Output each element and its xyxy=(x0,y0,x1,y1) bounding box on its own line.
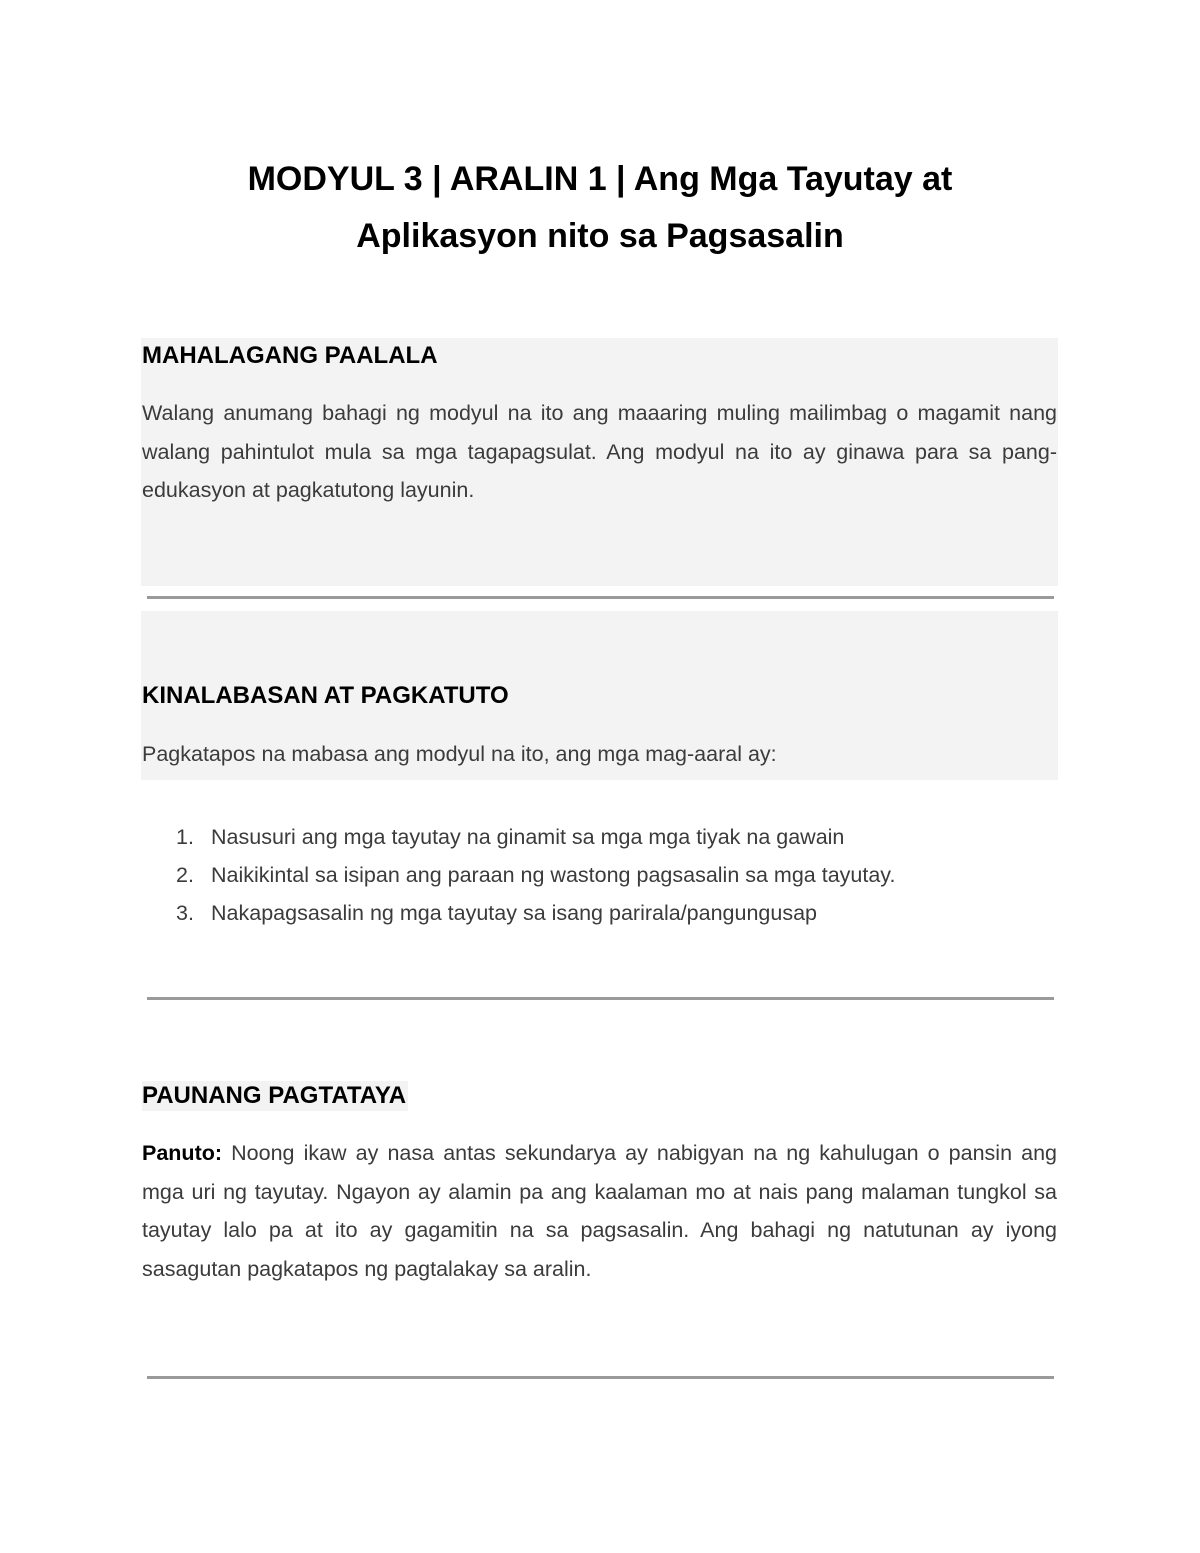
page-title-line-1: MODYUL 3 | ARALIN 1 | Ang Mga Tayutay at xyxy=(247,160,953,198)
outcome-text: Nakapagsasalin ng mga tayutay sa isang parirala/pangungusap xyxy=(211,901,817,925)
pretest-body xyxy=(142,1134,1057,1288)
outcome-number: 1. xyxy=(176,825,194,849)
pretest-text: Noong ikaw ay nasa antas sekundarya ay nabigyan na ng kahulugan o pansin ang mga uri ng tayutay. Ngayon ay alamin pa ang kaalaman mo at nais pang malaman tungkol sa tayutay lalo pa at ito ay gagamitin na sa pagsasalin. Ang bahagi ng natutunan ay iyong sasagutan pagkatapos ng pagtalakay sa aralin. xyxy=(142,1141,1057,1281)
outcomes-intro: Pagkatapos na mabasa ang modyul na ito, ang mga mag-aaral ay: xyxy=(142,742,777,766)
divider-1 xyxy=(147,596,1054,599)
pretest-heading: PAUNANG PAGTATAYA xyxy=(142,1082,407,1109)
outcome-item xyxy=(170,822,895,860)
outcome-text: Naikikintal sa isipan ang paraan ng wastong pagsasalin sa mga tayutay. xyxy=(211,863,896,887)
page-title-line-2: Aplikasyon nito sa Pagsasalin xyxy=(356,217,844,255)
outcomes-list xyxy=(170,822,895,936)
outcome-number: 2. xyxy=(176,863,194,887)
outcome-text: Nasusuri ang mga tayutay na ginamit sa mga mga tiyak na gawain xyxy=(211,825,845,849)
outcome-number: 3. xyxy=(176,901,194,925)
outcome-item xyxy=(170,860,895,898)
pretest-label: Panuto: xyxy=(142,1141,223,1165)
notice-heading: MAHALAGANG PAALALA xyxy=(142,342,438,369)
notice-body: Walang anumang bahagi ng modyul na ito ang maaaring muling mailimbag o magamit nang walang pahintulot mula sa mga tagapagsulat. Ang modyul na ito ay ginawa para sa pang-edukasyon at pagkatutong layunin. xyxy=(142,401,1057,502)
outcome-item xyxy=(170,898,895,936)
divider-3 xyxy=(147,1376,1054,1379)
outcomes-heading: KINALABASAN AT PAGKATUTO xyxy=(142,682,509,709)
divider-2 xyxy=(147,997,1054,1000)
